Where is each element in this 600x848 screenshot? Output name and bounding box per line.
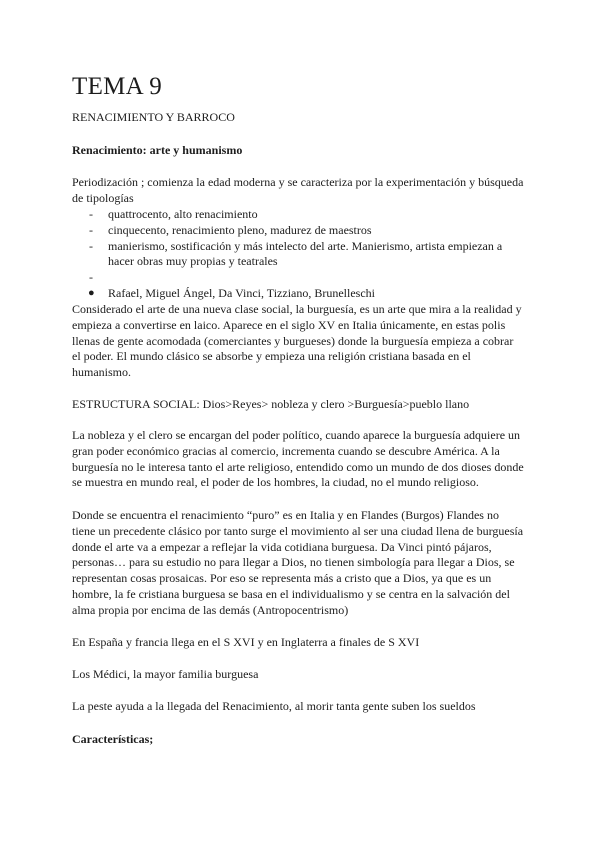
page-subtitle: RENACIMIENTO Y BARROCO xyxy=(72,110,235,124)
paragraph-considerado: Considerado el arte de una nueva clase social, la burguesía, es un arte que mira a la realidad y empieza a convertirse en laico. Aparece en el siglo XV en Italia únicamente, en estas polis llenas de gente acomodada (comerciantes y burgueses) donde la burguesía empieza a cobrar el poder. El mundo clásico se absorbe y empieza una religión cristiana basada en el humanismo. xyxy=(72,302,522,380)
paragraph-peste: La peste ayuda a la llegada del Renacimiento, al morir tanta gente suben los sueldos xyxy=(72,699,476,713)
list-item-text: cinquecento, renacimiento pleno, madurez de maestros xyxy=(108,222,372,237)
paragraph-periodizacion: Periodización ; comienza la edad moderna y se caracteriza por la experimentación y búsqueda de tipologías xyxy=(72,175,524,205)
page-title: TEMA 9 xyxy=(72,73,162,100)
dash-marker: - xyxy=(89,270,93,285)
section-heading-caracteristicas: Características; xyxy=(72,732,154,746)
list-item-text: Rafael, Miguel Ángel, Da Vinci, Tizziano, Brunelleschi xyxy=(108,285,376,300)
bullet-marker: ● xyxy=(88,286,95,299)
paragraph-espana: En España y francia llega en el S XVI y en Inglaterra a finales de S XVI xyxy=(72,635,420,649)
list-item xyxy=(72,207,524,223)
list-item xyxy=(72,223,524,239)
dash-marker: - xyxy=(89,238,93,253)
list-item xyxy=(72,286,524,302)
paragraph-medici: Los Médici, la mayor familia burguesa xyxy=(72,667,259,681)
dash-marker: - xyxy=(89,222,93,237)
list-item-text: quattrocento, alto renacimiento xyxy=(108,207,258,221)
dash-marker: - xyxy=(89,207,93,221)
period-list xyxy=(72,207,524,302)
list-item xyxy=(72,270,524,286)
paragraph-renacimiento-puro: Donde se encuentra el renacimiento “puro” es en Italia y en Flandes (Burgos) Flandes no tiene un precedente clásico por tanto surge el movimiento al ser una ciudad llena de burguesía donde el arte va a empezar a reflejar la vida cotidiana burguesa. Da Vinci pintó pájaros, personas… para su estudio no para llegar a Dios, no tienen simbología para llegar a Dios, se representan cosas prosaicas. Por eso se representa más a cristo que a Dios, ya que es un hombre, la fe cristiana burguesa se basa en el individualismo y se centra en la salvación del alma propia por encima de las demás (Antropocentrismo) xyxy=(72,508,524,617)
paragraph-nobleza: La nobleza y el clero se encargan del poder político, cuando aparece la burguesía adquiere un gran poder económico gracias al comercio, incrementa cuando se descubre América. A la burguesía no le interesa tanto el arte religioso, entendido como un mundo de dos dioses donde se muestra en mundo real, el poder de los hombres, la ciudad, no el mundo religioso. xyxy=(72,428,524,490)
section-heading-renacimiento: Renacimiento: arte y humanismo xyxy=(72,143,243,157)
list-item xyxy=(72,239,524,271)
paragraph-estructura-social: ESTRUCTURA SOCIAL: Dios>Reyes> nobleza y clero >Burguesía>pueblo llano xyxy=(72,397,470,411)
list-item-text: manierismo, sostificación y más intelecto del arte. Manierismo, artista empiezan a hacer obras muy propias y teatrales xyxy=(108,238,503,269)
